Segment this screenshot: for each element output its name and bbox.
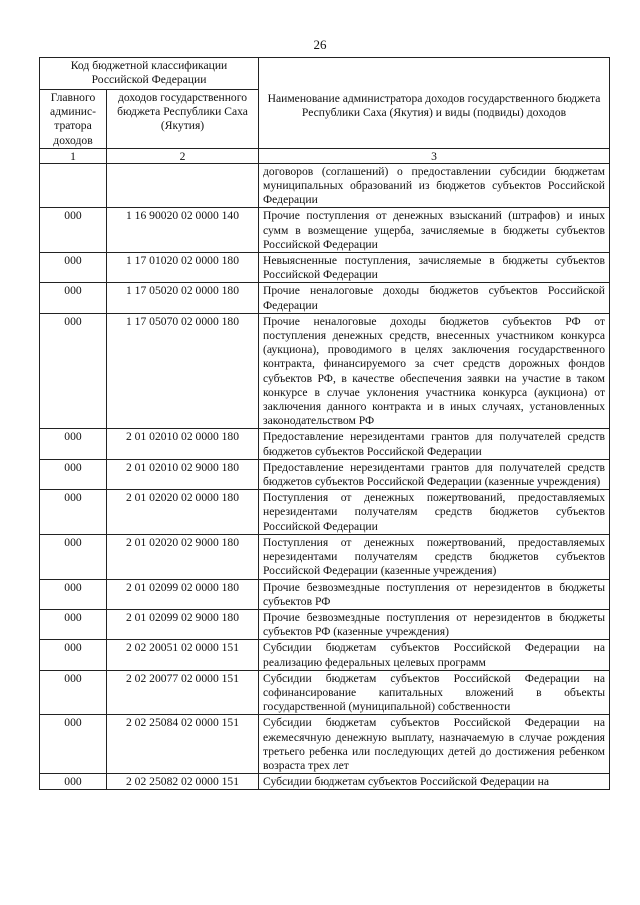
- revenue-name-cell: Невыясненные поступления, зачисляемые в бюджеты субъектов Российской Федерации: [259, 253, 610, 283]
- revenue-name-cell: Прочие неналоговые доходы бюджетов субъектов Российской Федерации: [259, 283, 610, 313]
- revenue-code-cell: 2 02 20051 02 0000 151: [107, 640, 259, 670]
- revenue-code-cell: 2 02 25082 02 0000 151: [107, 774, 259, 790]
- admin-code-cell: 000: [40, 490, 107, 535]
- revenue-code-cell: 2 02 25084 02 0000 151: [107, 715, 259, 774]
- revenue-code-cell: 1 17 01020 02 0000 180: [107, 253, 259, 283]
- revenue-code-cell: 1 16 90020 02 0000 140: [107, 208, 259, 253]
- revenue-code-cell: 1 17 05020 02 0000 180: [107, 283, 259, 313]
- revenue-name-cell: Субсидии бюджетам субъектов Российской Федерации на: [259, 774, 610, 790]
- admin-code-cell: 000: [40, 579, 107, 609]
- table-row: [40, 208, 610, 253]
- admin-code-cell: 000: [40, 715, 107, 774]
- table-row: [40, 429, 610, 459]
- column-number-3: 3: [259, 148, 610, 163]
- admin-code-cell: 000: [40, 253, 107, 283]
- table-row: [40, 163, 610, 208]
- revenue-name-cell: Поступления от денежных пожертвований, предоставляемых нерезидентами получателям средств бюджетов субъектов Российской Федерации: [259, 490, 610, 535]
- table-row: [40, 579, 610, 609]
- admin-code-cell: 000: [40, 640, 107, 670]
- admin-code-cell: 000: [40, 534, 107, 579]
- admin-code-cell: 000: [40, 670, 107, 715]
- admin-code-cell: 000: [40, 313, 107, 429]
- column-number-1: 1: [40, 148, 107, 163]
- column-number-2: 2: [107, 148, 259, 163]
- table-row: [40, 774, 610, 790]
- table-row: [40, 283, 610, 313]
- header-main-administrator: Главного админис-тратора доходов: [40, 90, 107, 149]
- table-row: [40, 609, 610, 639]
- revenue-name-cell: Прочие неналоговые доходы бюджетов субъектов РФ от поступления денежных средств, внесенных участником конкурса (аукциона), проводимого в целях заключения государственного контракта, финансируемого за счет средств дорожных фондов субъектов РФ, в качестве обеспечения заявки на участие в таком конкурсе в случае уклонения участника конкурса (аукциона) от заключения данного контракта и в иных случаях, установленных законодательством РФ: [259, 313, 610, 429]
- table-row: [40, 490, 610, 535]
- admin-code-cell: [40, 163, 107, 208]
- admin-code-cell: 000: [40, 459, 107, 489]
- table-row: [40, 715, 610, 774]
- revenue-code-cell: 2 01 02099 02 9000 180: [107, 609, 259, 639]
- admin-code-cell: 000: [40, 774, 107, 790]
- revenue-code-cell: 2 02 20077 02 0000 151: [107, 670, 259, 715]
- header-administrator-name: Наименование администратора доходов государственного бюджета Республики Саха (Якутия) и виды (подвиды) доходов: [259, 58, 610, 149]
- revenue-name-cell: Субсидии бюджетам субъектов Российской Федерации на реализацию федеральных целевых программ: [259, 640, 610, 670]
- revenue-code-cell: 2 01 02010 02 0000 180: [107, 429, 259, 459]
- header-revenue-code: доходов государственного бюджета Республики Саха (Якутия): [107, 90, 259, 149]
- admin-code-cell: 000: [40, 609, 107, 639]
- table-row: [40, 313, 610, 429]
- admin-code-cell: 000: [40, 283, 107, 313]
- revenue-name-cell: Прочие безвозмездные поступления от нерезидентов в бюджеты субъектов РФ: [259, 579, 610, 609]
- table-row: [40, 459, 610, 489]
- revenue-code-cell: 2 01 02020 02 0000 180: [107, 490, 259, 535]
- revenue-name-cell: договоров (соглашений) о предоставлении субсидии бюджетам муниципальных образований из бюджетов субъектов Российской Федерации: [259, 163, 610, 208]
- revenue-code-cell: 1 17 05070 02 0000 180: [107, 313, 259, 429]
- revenue-code-cell: 2 01 02010 02 9000 180: [107, 459, 259, 489]
- revenue-name-cell: Поступления от денежных пожертвований, предоставляемых нерезидентами получателям средств бюджетов субъектов Российской Федерации (казенные учреждения): [259, 534, 610, 579]
- revenue-name-cell: Прочие безвозмездные поступления от нерезидентов в бюджеты субъектов РФ (казенные учреждения): [259, 609, 610, 639]
- admin-code-cell: 000: [40, 429, 107, 459]
- header-classification-code: Код бюджетной классификации Российской Федерации: [40, 58, 259, 90]
- table-row: [40, 670, 610, 715]
- table-row: [40, 640, 610, 670]
- revenue-code-cell: 2 01 02099 02 0000 180: [107, 579, 259, 609]
- admin-code-cell: 000: [40, 208, 107, 253]
- table-row: [40, 253, 610, 283]
- revenue-name-cell: Предоставление нерезидентами грантов для получателей средств бюджетов субъектов Российской Федерации (казенные учреждения): [259, 459, 610, 489]
- table-row: [40, 534, 610, 579]
- page-number: 26: [313, 37, 327, 52]
- revenue-code-cell: [107, 163, 259, 208]
- revenue-code-cell: 2 01 02020 02 9000 180: [107, 534, 259, 579]
- revenue-name-cell: Субсидии бюджетам субъектов Российской Федерации на софинансирование капитальных вложений в объекты государственной (муниципальной) собственности: [259, 670, 610, 715]
- budget-classification-table: [39, 57, 610, 790]
- revenue-name-cell: Прочие поступления от денежных взысканий (штрафов) и иных сумм в возмещение ущерба, зачисляемые в бюджеты субъектов Российской Федерации: [259, 208, 610, 253]
- revenue-name-cell: Предоставление нерезидентами грантов для получателей средств бюджетов субъектов Российской Федерации: [259, 429, 610, 459]
- revenue-name-cell: Субсидии бюджетам субъектов Российской Федерации на ежемесячную денежную выплату, назначаемую в случае рождения третьего ребенка или последующих детей до достижения ребенком возраста трех лет: [259, 715, 610, 774]
